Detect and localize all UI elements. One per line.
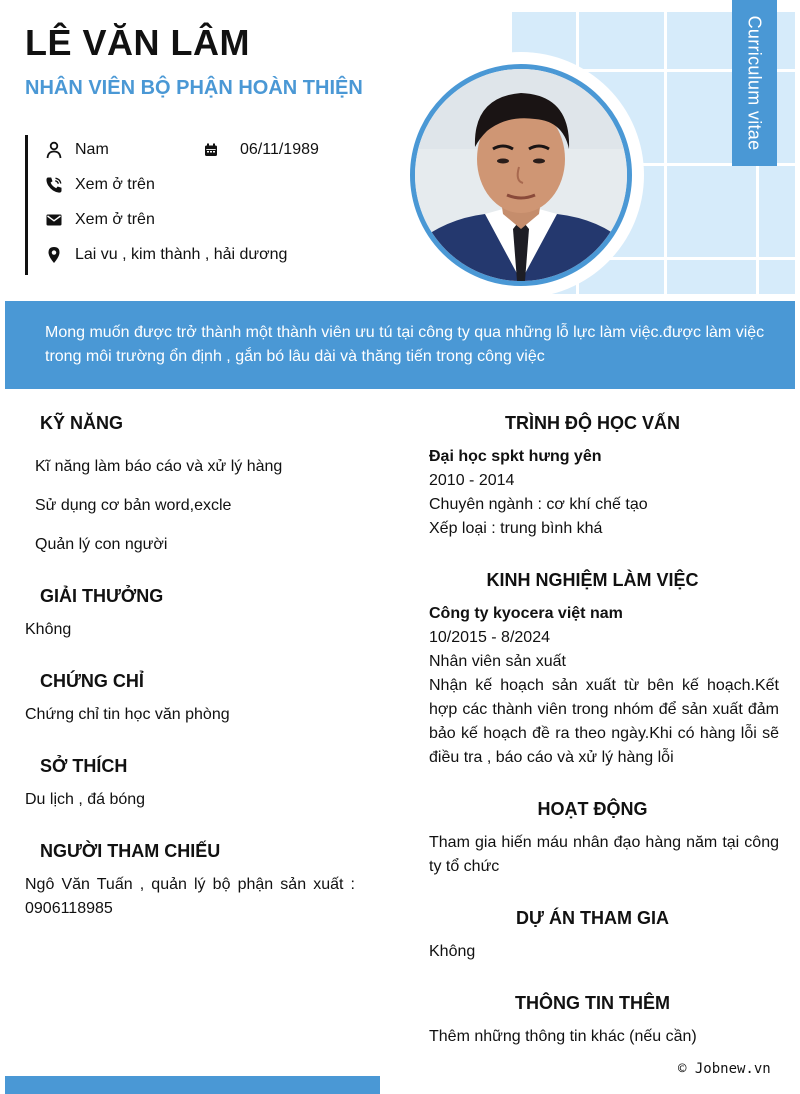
curriculum-vitae-tag: [732, 0, 777, 166]
hobbies-heading: SỞ THÍCH: [40, 756, 128, 776]
experience-period: 10/2015 - 8/2024: [429, 629, 550, 646]
skill-item: Sử dụng cơ bản word,excle: [35, 497, 232, 514]
contact-phone: [45, 176, 155, 194]
activities-heading: HOẠT ĐỘNG: [537, 799, 648, 819]
phone-value: Xem ở trên: [75, 176, 155, 193]
experience-description: Nhận kế hoạch sản xuất từ bên kế hoạch.Kết hợp các thành viên trong nhóm để sản xuất đảm bảo kế hoạch đề ra theo ngày.Khi có hàng lỗi sẽ điều tra , báo cáo và xử lý hàng lỗi: [429, 677, 779, 766]
hobbies-text: Du lịch , đá bóng: [25, 791, 146, 808]
profile-photo-illustration: [415, 69, 627, 281]
candidate-name: LÊ VĂN LÂM: [25, 22, 250, 63]
certificates-text: Chứng chỉ tin học văn phòng: [25, 706, 230, 723]
mail-icon: [45, 211, 63, 229]
certificates-heading: CHỨNG CHỈ: [40, 671, 144, 691]
skills-heading: KỸ NĂNG: [40, 413, 124, 433]
education-period: 2010 - 2014: [429, 472, 515, 489]
copyright-notice: © Jobnew.vn: [678, 1061, 771, 1077]
awards-text: Không: [25, 621, 72, 638]
contact-birthdate: [204, 141, 319, 159]
career-objective-text: Mong muốn được trở thành một thành viên ưu tú tại công ty qua những lỗ lực làm việc.được làm việc trong môi trường ổn định , gắn bó lâu dài và thăng tiến trong công việc: [45, 324, 765, 365]
location-pin-icon: [45, 246, 63, 264]
references-text: Ngô Văn Tuấn , quản lý bộ phận sản xuất : 0906118985: [25, 876, 355, 917]
email-value: Xem ở trên: [75, 211, 155, 228]
projects-text: Không: [429, 943, 476, 960]
activities-text: Tham gia hiến máu nhân đạo hàng năm tại công ty tổ chức: [429, 834, 779, 875]
experience-company: Công ty kyocera việt nam: [429, 605, 623, 622]
education-grade: Xếp loại : trung bình khá: [429, 520, 603, 537]
person-icon: [45, 141, 63, 159]
curriculum-vitae-label: Curriculum vitae: [744, 15, 765, 151]
skill-item: Kĩ năng làm báo cáo và xử lý hàng: [35, 458, 283, 475]
skill-item: Quản lý con người: [35, 536, 168, 553]
extra-info-text: Thêm những thông tin khác (nếu cần): [429, 1028, 697, 1045]
experience-heading: KINH NGHIỆM LÀM VIỆC: [486, 570, 699, 590]
footer-accent-bar: [5, 1076, 380, 1094]
contact-accent-bar: [25, 135, 28, 275]
education-heading: TRÌNH ĐỘ HỌC VẤN: [505, 413, 680, 433]
experience-position: Nhân viên sản xuất: [429, 653, 566, 670]
job-title: NHÂN VIÊN BỘ PHẬN HOÀN THIỆN: [25, 77, 363, 99]
gender-value: Nam: [75, 141, 109, 158]
phone-icon: [45, 176, 63, 194]
career-objective-band: [5, 301, 795, 389]
calendar-icon: [204, 143, 218, 157]
references-heading: NGƯỜI THAM CHIẾU: [40, 841, 221, 861]
projects-heading: DỰ ÁN THAM GIA: [516, 908, 669, 928]
education-school: Đại học spkt hưng yên: [429, 448, 602, 465]
extra-info-heading: THÔNG TIN THÊM: [515, 993, 670, 1013]
contact-gender: [45, 141, 109, 159]
contact-email: [45, 211, 155, 229]
address-value: Lai vu , kim thành , hải dương: [75, 246, 288, 263]
awards-heading: GIẢI THƯỞNG: [40, 586, 164, 606]
birthdate-value: 06/11/1989: [240, 141, 319, 158]
contact-address: [45, 246, 287, 264]
profile-photo: [410, 64, 632, 286]
education-major: Chuyên ngành : cơ khí chế tạo: [429, 496, 648, 513]
